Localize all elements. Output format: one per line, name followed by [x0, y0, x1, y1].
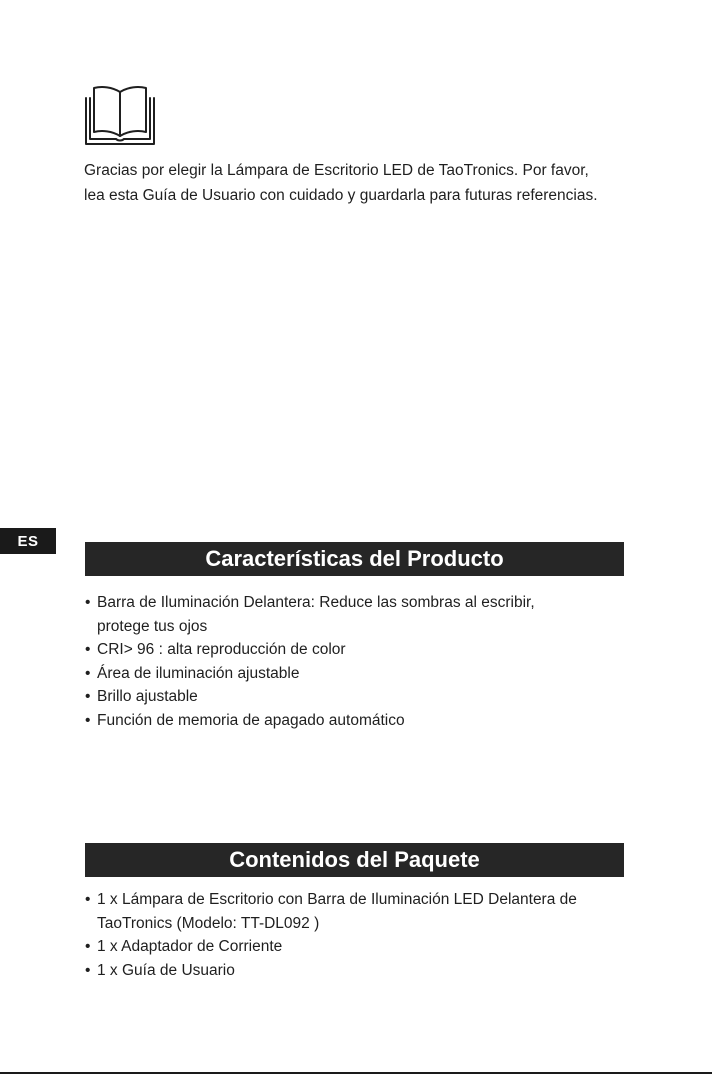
intro-line-1: Gracias por elegir la Lámpara de Escritorio LED de TaoTronics. Por favor,: [84, 162, 589, 179]
features-heading: Características del Producto: [85, 542, 624, 576]
list-item: [85, 662, 645, 686]
list-item-line: • 1 x Guía de Usuario: [97, 961, 235, 979]
page-bottom-rule: [0, 1072, 712, 1074]
list-item: [85, 935, 645, 959]
list-item-line: • 1 x Adaptador de Corriente: [97, 938, 283, 956]
package-heading: Contenidos del Paquete: [85, 843, 624, 877]
intro-text: [84, 158, 644, 208]
list-item-line: • 1 x Lámpara de Escritorio con Barra de Iluminación LED Delantera de: [97, 891, 577, 908]
book-icon: [84, 84, 156, 148]
list-item-line: • Función de memoria de apagado automático: [97, 711, 405, 729]
list-item: [85, 888, 645, 935]
features-list: [85, 591, 645, 733]
language-tab: ES: [0, 528, 56, 554]
list-item: [85, 685, 645, 709]
list-item: [85, 959, 645, 983]
list-item-line: • Brillo ajustable: [97, 688, 198, 706]
package-list: [85, 888, 645, 982]
list-item-line: • Barra de Iluminación Delantera: Reduce las sombras al escribir,: [97, 594, 535, 611]
list-item-line: TaoTronics (Modelo: TT-DL092 ): [97, 914, 320, 932]
intro-line-2: lea esta Guía de Usuario con cuidado y guardarla para futuras referencias.: [84, 187, 598, 204]
list-item: [85, 638, 645, 662]
list-item: [85, 709, 645, 733]
list-item: [85, 591, 645, 638]
list-item-line: • Área de iluminación ajustable: [97, 664, 300, 682]
list-item-line: • CRI> 96 : alta reproducción de color: [97, 641, 346, 659]
list-item-line: protege tus ojos: [97, 617, 208, 635]
